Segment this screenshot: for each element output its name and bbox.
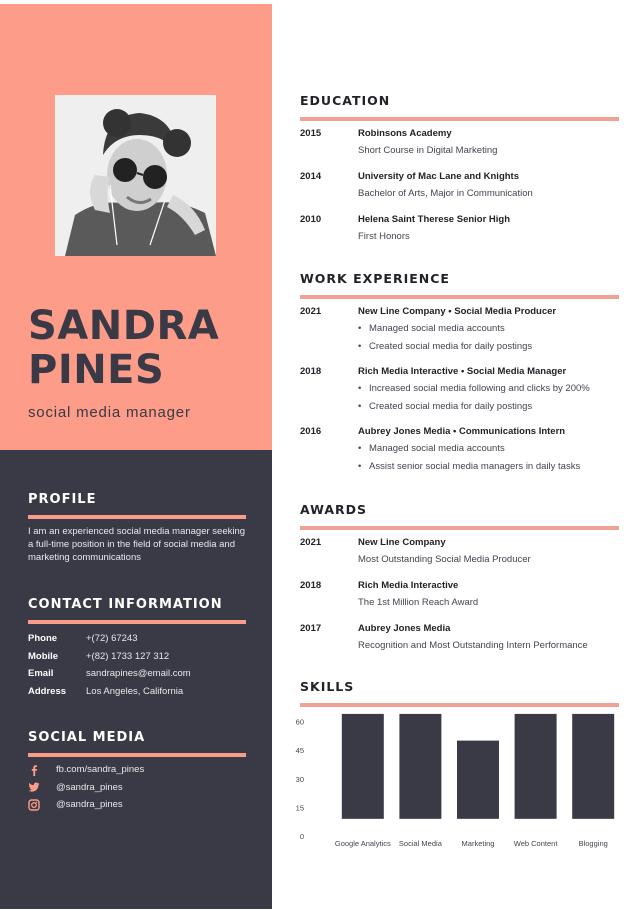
contact-divider [28,620,246,624]
full-name [28,304,219,392]
contact-row-address [28,683,246,701]
social-handle: @sandra_pines [56,781,123,793]
work-year: 2016 [300,426,322,437]
work-heading: WORK EXPERIENCE [300,271,450,286]
social-item-twitter[interactable] [28,779,246,797]
award-item [300,537,619,571]
social-handle: @sandra_pines [56,799,123,811]
y-tick-label: 0 [299,832,304,841]
education-school: Robinsons Academy [358,128,452,139]
first-name: SANDRA [28,303,220,349]
work-bullet: • Increased social media following and clicks by 200% [358,383,590,394]
award-org: New Line Company [358,537,446,548]
y-tick-label: 15 [295,803,304,813]
education-school: Helena Saint Therese Senior High [358,214,511,225]
x-tick-label: Social Media [398,839,442,848]
education-year: 2015 [300,128,322,139]
education-detail: Short Course in Digital Marketing [358,145,498,156]
contact-value: Los Angeles, California [86,685,184,697]
y-tick-label: 30 [295,774,304,784]
facebook-icon [28,764,56,776]
y-tick-label: 45 [295,746,304,756]
work-bullet: • Created social media for daily postings [358,400,533,412]
education-detail: First Honors [358,231,410,242]
award-detail: Most Outstanding Social Media Producer [358,554,531,565]
skills-chart [290,712,622,862]
awards-section [300,502,619,657]
contact-heading: CONTACT INFORMATION [28,597,223,612]
contact-label: Email [28,668,54,680]
award-org: Aubrey Jones Media [358,623,451,634]
contact-value: +(72) 67243 [86,633,138,645]
social-divider [28,753,246,757]
last-name: PINES [28,347,165,393]
skills-section [300,679,619,707]
y-tick-label: 60 [295,717,304,727]
x-tick-label: Marketing [461,839,495,848]
x-tick-label: Web Content [513,839,558,848]
work-bullet: • Created social media for daily postings [358,340,533,352]
profile-photo [55,95,216,256]
awards-heading: AWARDS [300,502,368,517]
education-item [300,214,619,248]
social-heading: SOCIAL MEDIA [28,730,146,745]
education-item [300,171,619,205]
sidebar-header-panel [0,4,272,450]
award-item [300,623,619,657]
award-detail: Recognition and Most Outstanding Intern Performance [358,640,588,651]
contact-row-email [28,665,246,683]
profile-text: I am an experienced social media manager seeking a full-time position in the field of social media and marketing communications [28,526,246,563]
award-detail: The 1st Million Reach Award [358,597,479,608]
education-year: 2010 [300,214,322,225]
skill-bar [572,714,614,819]
awards-divider [300,526,619,530]
contact-row-mobile [28,648,246,666]
work-year: 2021 [300,306,322,317]
portrait-image [55,95,216,256]
award-item [300,580,619,614]
instagram-icon [28,799,56,811]
work-item [300,366,619,418]
contact-label: Mobile [28,650,59,662]
skill-bar [457,741,499,819]
skills-divider [300,703,619,707]
work-year: 2018 [300,366,322,377]
work-role: Rich Media Interactive • Social Media Manager [358,366,567,377]
skills-bar-chart [290,712,622,862]
profile-section [28,492,246,564]
contact-label: Phone [28,633,58,645]
skill-bar [399,714,441,819]
work-bullet: • Assist senior social media managers in daily tasks [358,460,581,472]
education-detail: Bachelor of Arts, Major in Communication [358,188,533,199]
work-bullet: • Managed social media accounts [358,443,505,454]
skills-heading: SKILLS [300,679,355,694]
social-handle: fb.com/sandra_pines [56,764,145,776]
x-tick-label: Google Analytics [334,839,391,848]
award-year: 2018 [300,580,322,591]
skill-bar [515,714,557,819]
work-bullet: • Managed social media accounts [358,323,505,334]
contact-row-phone [28,630,246,648]
work-item [300,306,619,358]
social-item-facebook[interactable] [28,761,246,779]
education-divider [300,117,619,121]
contact-value: +(82) 1733 127 312 [86,650,170,662]
education-section [300,93,619,248]
work-section [300,271,619,478]
social-section [28,730,246,814]
x-tick-label: Blogging [578,839,608,848]
contact-label: Address [28,685,67,697]
education-school: University of Mac Lane and Knights [358,171,519,182]
sidebar [0,4,272,909]
sidebar-details-panel [0,450,272,909]
education-item [300,128,619,162]
job-title: social media manager [28,404,191,421]
education-year: 2014 [300,171,322,182]
work-role: New Line Company • Social Media Producer [358,306,557,317]
contact-section [28,597,246,700]
profile-divider [28,515,246,519]
award-year: 2017 [300,623,322,634]
education-heading: EDUCATION [300,93,391,108]
work-item [300,426,619,478]
award-year: 2021 [300,537,322,548]
contact-value[interactable]: sandrapines@email.com [86,668,191,680]
work-divider [300,295,619,299]
profile-heading: PROFILE [28,492,97,507]
social-item-instagram[interactable] [28,796,246,814]
work-role: Aubrey Jones Media • Communications Intern [358,426,566,437]
skill-bar [342,714,384,819]
award-org: Rich Media Interactive [358,580,459,591]
twitter-icon [28,781,56,793]
